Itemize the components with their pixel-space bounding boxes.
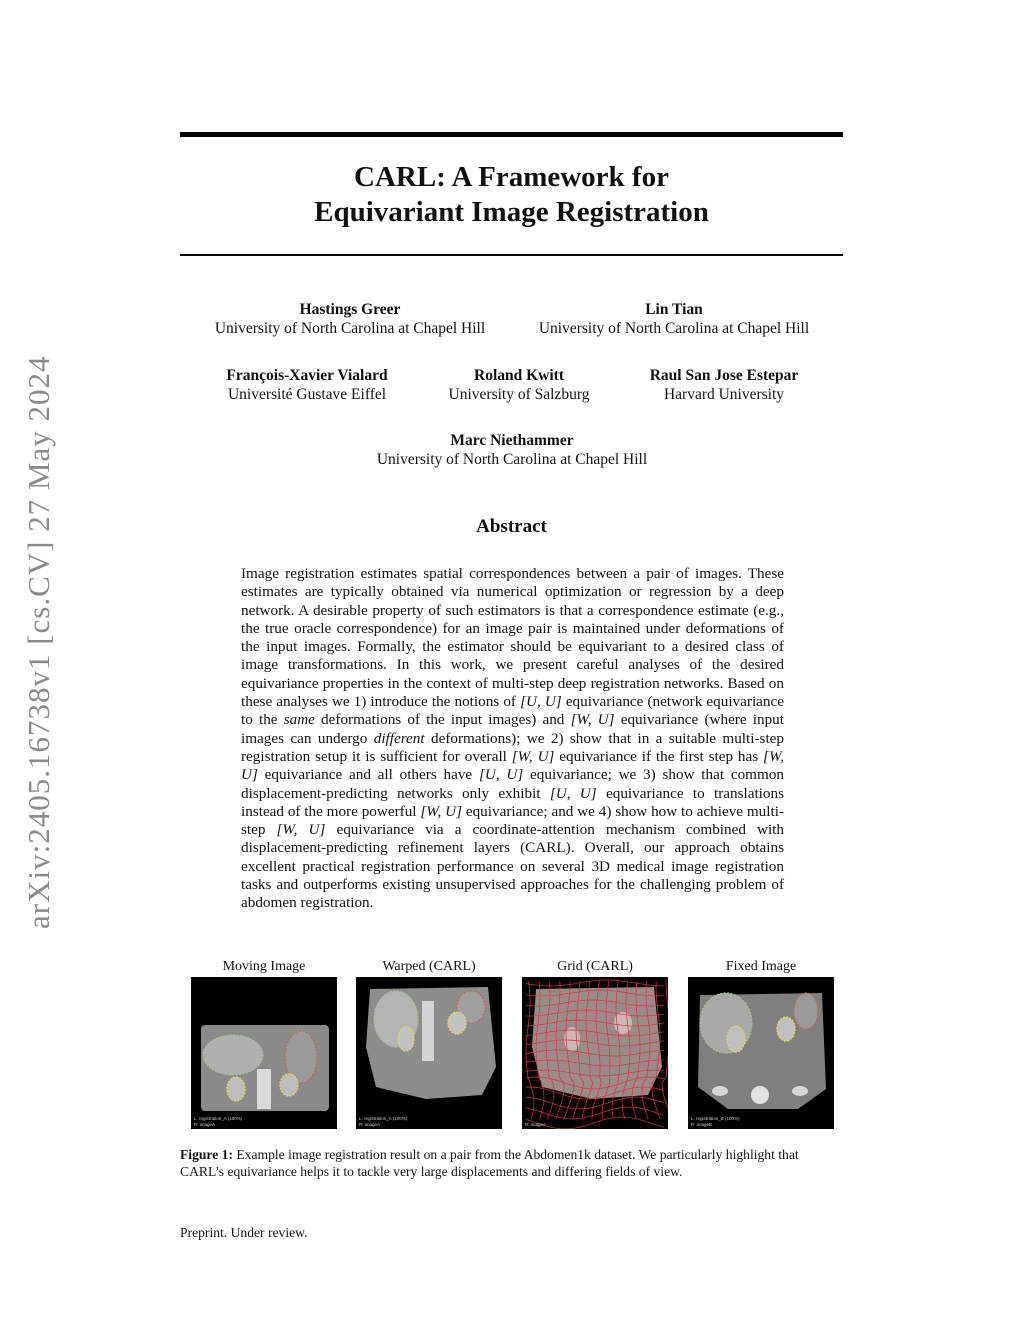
figure-panel-warped-image [356, 977, 502, 1129]
abstract-text: equivariance (where input images can undergo [241, 711, 784, 747]
abstract-text: equivariance (network equivariance to the [241, 693, 784, 729]
figure-panel-label: Warped (CARL) [382, 959, 476, 974]
emphasis-different: different [373, 729, 425, 747]
title-rule-top [180, 132, 843, 137]
figure-panel-fixed-image [688, 977, 834, 1129]
author-affiliation: University of Salzburg [448, 385, 590, 403]
abstract-text: deformations of the input images) and [314, 711, 571, 729]
abstract-text: equivariance to translations instead of the more powerful [241, 784, 784, 820]
math-wu: [W, U] [276, 821, 326, 839]
author-block [196, 367, 418, 404]
panel-overlay-text: R: imageA [525, 1122, 547, 1127]
author-affiliation: University of North Carolina at Chapel Hill [538, 319, 810, 337]
panel-overlay-text: R: imageB [691, 1122, 713, 1127]
author-block [514, 301, 834, 338]
math-uu: [U, U] [478, 766, 524, 784]
math-uu: [U, U] [520, 693, 562, 711]
abstract-text: Image registration estimates spatial correspondences between a pair of images. These estimates are typically obtained via numerical optimization or regression by a deep network. A desirable property of such estimators is that a correspondence estimate (e.g., the true oracle correspondence) for an image pair is maintained under deformations of the input images. Formally, the estimator should be equivariant to a desired class of image transformations. In this work, we present careful analyses of the desired equivariance properties in the context of multi-step deep registration networks. Based on these analyses we 1) introduce the notions of [241, 565, 784, 711]
abstract-text: deformations); we 2) show that in a suitable multi-step registration setup it is sufficient for overall [241, 729, 784, 765]
math-wu: [W, U] [570, 711, 615, 729]
paper-title [180, 160, 843, 230]
author-affiliation: University of North Carolina at Chapel Hill [376, 450, 648, 468]
math-wu: [W, U] [241, 747, 784, 784]
abstract-heading: Abstract [476, 516, 547, 537]
figure-panel-moving-image [191, 977, 337, 1129]
caption-label: Figure 1: [180, 1147, 233, 1162]
arxiv-identifier: arXiv:2405.16738v1 [cs.CV] 27 May 2024 [21, 355, 56, 930]
figure-panel-label: Moving Image [222, 959, 306, 974]
author-name: Roland Kwitt [474, 367, 564, 384]
author-name: Lin Tian [645, 301, 703, 318]
panel-overlay-text: R: imageA [194, 1122, 216, 1127]
math-wu: [W, U] [511, 747, 555, 765]
caption-text: Example image registration result on a pair from the Abdomen1k dataset. We particularly highlight that CARL’s equivariance helps it to tackle very large displacements and differing fields of view. [180, 1147, 799, 1179]
author-name: François-Xavier Vialard [226, 367, 388, 384]
footer-note: Preprint. Under review. [180, 1225, 308, 1240]
panel-overlay-text: L: registration_A (100%) [194, 1116, 243, 1121]
author-name: Hastings Greer [299, 301, 401, 318]
abstract-body [241, 565, 784, 913]
author-affiliation: Université Gustave Eiffel [227, 385, 387, 403]
abstract-paragraph [241, 565, 784, 913]
author-name: Raul San Jose Estepar [649, 367, 799, 384]
abstract-text: equivariance and all others have [257, 766, 479, 784]
author-block [620, 367, 828, 404]
author-name: Marc Niethammer [450, 432, 574, 449]
figure-panel-grid [522, 977, 668, 1129]
abstract-text: equivariance; we 3) show that common displacement-predicting networks only exhibit [241, 766, 784, 802]
abstract-text: equivariance via a coordinate-attention mechanism combined with displacement-predicting refinement layers (CARL). Overall, our approach obtains excellent practical registration performance on several 3D medical image registration tasks and outperforms existing unsupervised approaches for the challenging problem of abdomen registration. [241, 821, 784, 912]
panel-overlay-text: L: registration_B (100%) [691, 1116, 740, 1121]
abstract-text: equivariance; and we 4) show how to achieve multi-step [241, 802, 784, 839]
emphasis-same: same [283, 711, 315, 729]
panel-overlay-text: L: registration_A (100%) [359, 1116, 408, 1121]
title-rule-bottom [180, 254, 843, 256]
title-line-1: CARL: A Framework for [354, 161, 669, 193]
panel-overlay-text: R: imageA [359, 1122, 381, 1127]
math-uu: [U, U] [549, 784, 597, 802]
abstract-text: equivariance if the first step has [554, 747, 764, 765]
author-affiliation: University of North Carolina at Chapel Hill [214, 319, 486, 337]
title-line-2: Equivariant Image Registration [314, 196, 709, 228]
figure-panel-label: Grid (CARL) [557, 959, 633, 974]
figure-caption [180, 1146, 843, 1180]
figure-panel-label: Fixed Image [725, 959, 797, 974]
author-block [190, 301, 510, 338]
math-wu: [W, U] [420, 802, 463, 820]
author-block [352, 432, 672, 469]
author-affiliation: Harvard University [663, 385, 785, 403]
author-block [418, 367, 620, 404]
